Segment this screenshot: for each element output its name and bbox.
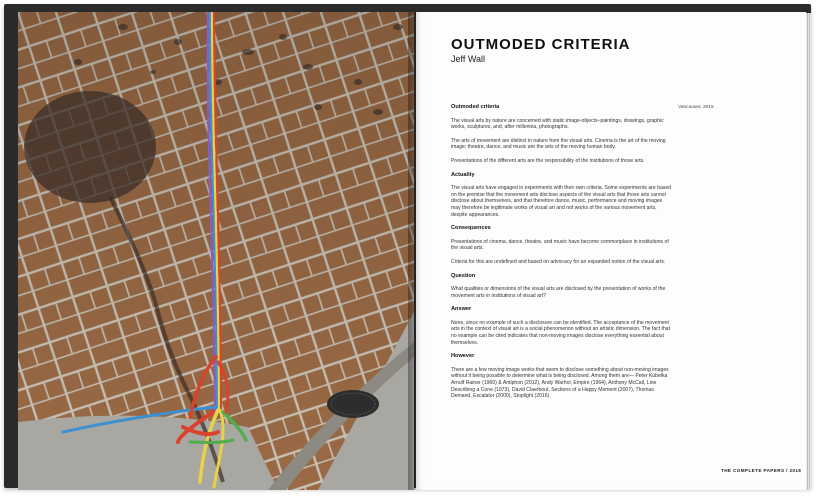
paragraph: The arts of movement are distinct in nature from the visual arts. Cinema is the art of the moving image; theatre, dance, and music are the arts of the moving human body. — [451, 137, 666, 151]
section-heading: Question — [451, 272, 476, 279]
photograph-page — [18, 12, 414, 490]
paragraph: Presentations of the different arts are the responsibility of the institutions of those arts. — [451, 157, 645, 164]
essay-section — [451, 306, 671, 346]
paragraph: Presentations of cinema, dance, theatre, and music have become commonplace in institutions of the visual arts. — [451, 238, 669, 252]
balloon-shadow — [24, 91, 156, 203]
essay-section — [451, 225, 671, 265]
paragraph: None, since no example of such a disclosure can be identified. The acceptance of the movement arts in the context of visual art is a social phenomenon without an artistic dimension. The fact that no example can be cited indicates that non-moving images disclose everything essential about themselves. — [451, 319, 671, 346]
essay-section — [451, 273, 671, 300]
drain-grate — [327, 390, 379, 418]
open-book — [4, 4, 811, 488]
paragraph: The visual arts have engaged in experiments with their own criteria. Some experiments are based on the premise that the movement arts disclose aspects of the visual arts that those arts cannot disclose about themselves, and that therefore dance, music, performance and moving images may therefore be legitimate works of visual art and not works of the various movement arts, despite appearances. — [451, 185, 671, 218]
paragraph: There are a few moving image works that seem to disclose something about non-moving images without it being possible to determine what is being disclosed. Among them are— Peter Kubelka Arnulf Rainer (1960) & Antiphon (2012), Andy Warhol, Empire (1964), Anthony McCall, Line Describing a Cone (1973), David Claerbout, Sections of a Happy Moment (2007), Thomas Demand, Escalator (2000), Stoplight (2016). — [451, 366, 669, 400]
section-heading: Outmoded criteria — [451, 104, 500, 110]
place-date: Vancouver, 2015 — [678, 105, 714, 110]
essay-section — [451, 172, 671, 219]
text-page — [416, 12, 806, 490]
page-edges — [806, 13, 811, 489]
paragraph: What qualities or dimensions of the visual arts are disclosed by the presentation of works of the movement arts in institutions of visual art? — [451, 286, 666, 299]
author-name: Jeff Wall — [451, 54, 486, 64]
section-heading: Actuality — [451, 171, 475, 178]
section-heading: Answer — [451, 306, 472, 313]
essay-body — [451, 104, 671, 407]
section-heading: Consequences — [451, 225, 491, 232]
page-footer: THE COMPLETE PAPERS / 2018 — [721, 468, 802, 473]
page-title: OUTMODED CRITERIA — [451, 36, 631, 53]
photograph — [18, 12, 414, 490]
essay-section — [451, 353, 671, 400]
paragraph: The visual arts by nature are concerned with static image-objects–paintings, drawings, graphic works, sculptures, and, after millennia, photographs. — [451, 117, 664, 131]
essay-section — [451, 104, 671, 165]
paragraph: Criteria for this are undefined and based on advocacy for an expanded notion of the visual arts. — [451, 258, 666, 265]
section-heading: However — [451, 353, 475, 360]
